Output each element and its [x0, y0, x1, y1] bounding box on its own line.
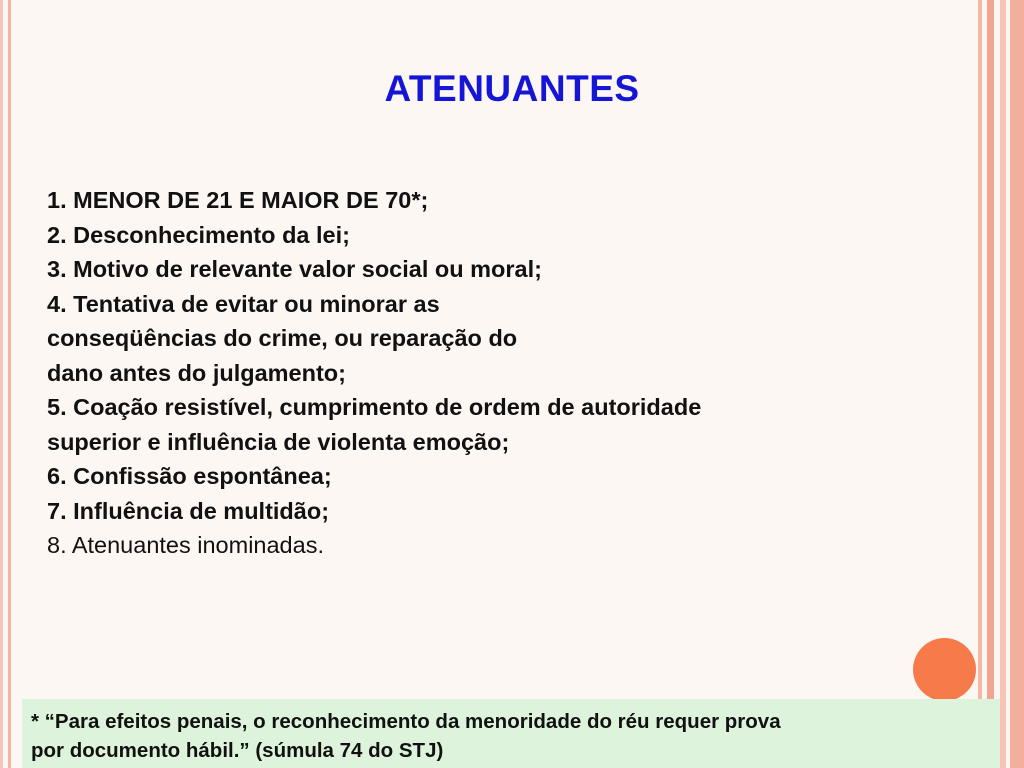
- list-item: 2. Desconhecimento da lei;: [47, 221, 350, 248]
- slide-border-right-2: [987, 0, 994, 768]
- list-item: 1. MENOR DE 21 E MAIOR DE 70*;: [47, 187, 429, 213]
- list-item: conseqüências do crime, ou reparação do: [47, 325, 518, 351]
- decorative-circle-icon: [913, 638, 976, 701]
- footnote-line: * “Para efeitos penais, o reconhecimento da menoridade do réu requer prova: [31, 710, 781, 733]
- atenuantes-list: [47, 183, 907, 563]
- slide-border-right-3: [1000, 0, 1006, 768]
- list-item: 5. Coação resistível, cumprimento de ordem de autoridade: [47, 394, 702, 420]
- list-item: 7. Influência de multidão;: [47, 497, 330, 524]
- list-item: 8. Atenuantes inominadas.: [47, 532, 324, 558]
- footnote-line: por documento hábil.” (súmula 74 do STJ): [31, 739, 444, 762]
- list-item: dano antes do julgamento;: [47, 359, 346, 386]
- list-item: 4. Tentativa de evitar ou minorar as: [47, 290, 440, 317]
- list-item: 3. Motivo de relevante valor social ou moral;: [47, 256, 542, 282]
- slide-border-left-inner: [8, 0, 11, 768]
- slide-border-right-4: [1010, 0, 1024, 768]
- slide-title: ATENUANTES: [384, 68, 640, 109]
- list-item: 6. Confissão espontânea;: [47, 463, 332, 489]
- slide-border-right-1: [978, 0, 982, 768]
- list-item: superior e influência de violenta emoção;: [47, 428, 510, 455]
- footnote-box: [22, 699, 1000, 768]
- slide-border-left-outer: [0, 0, 3, 768]
